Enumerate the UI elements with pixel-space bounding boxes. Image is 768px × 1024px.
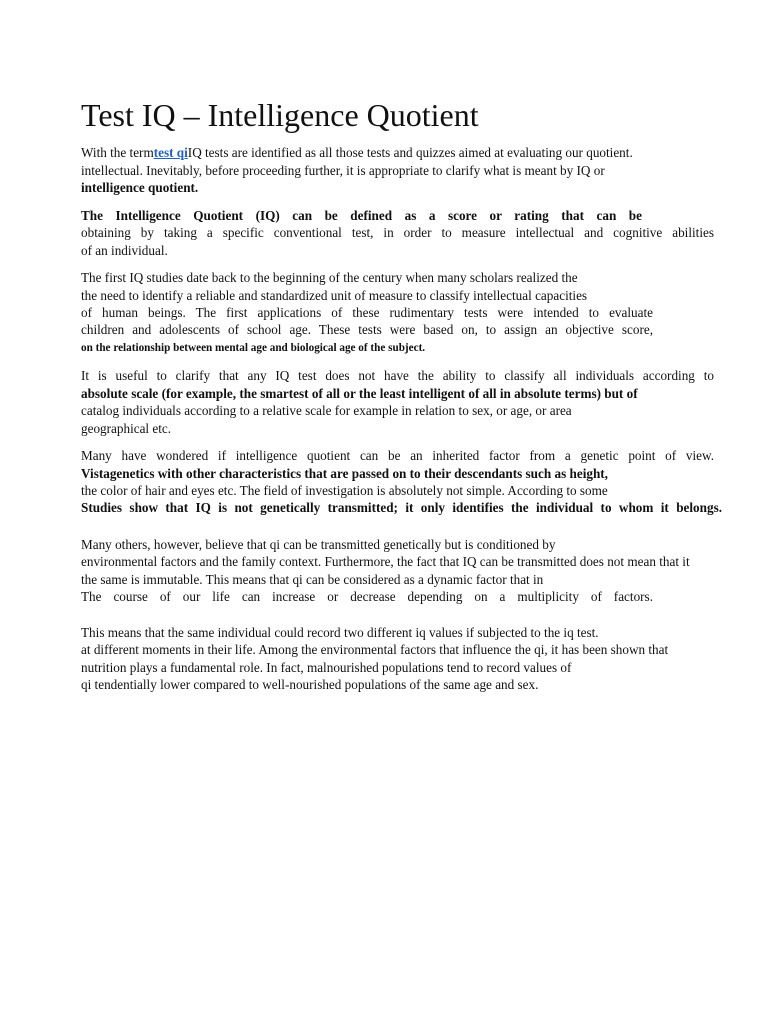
- p7-line-1: This means that the same individual could record two different iq values if subjected to the iq test.: [81, 625, 599, 640]
- p2-line-1: The Intelligence Quotient (IQ) can be defined as a score or rating that can be: [81, 208, 642, 223]
- p7-line-2: at different moments in their life. Among the environmental factors that influence the qi, it has been shown that: [81, 642, 669, 657]
- p3-line-3: of human beings. The first applications of these rudimentary tests were intended to evaluate: [81, 305, 653, 320]
- p2-line-2: obtaining by taking a specific conventional test, in order to measure intellectual and cognitive abilities: [81, 225, 714, 240]
- p3-line-5: on the relationship between mental age and biological age of the subject.: [81, 342, 426, 354]
- p5-line-3: the color of hair and eyes etc. The field of investigation is absolutely not simple. According to some: [81, 483, 608, 498]
- p4-line-4: geographical etc.: [81, 421, 172, 436]
- p7-line-4: qi tendentially lower compared to well-nourished populations of the same age and sex.: [81, 677, 539, 692]
- p5-line-2: Vistagenetics with other characteristics that are passed on to their descendants such as height,: [81, 466, 608, 481]
- p4-line-1: It is useful to clarify that any IQ test does not have the ability to classify all individuals according to: [81, 368, 714, 383]
- p6-line-3: the same is immutable. This means that qi can be considered as a dynamic factor that in: [81, 572, 544, 587]
- p3-line-1: The first IQ studies date back to the beginning of the century when many scholars realized the: [81, 270, 578, 285]
- p7-line-3: nutrition plays a fundamental role. In fact, malnourished populations tend to record values of: [81, 660, 572, 675]
- p5-line-1: Many have wondered if intelligence quotient can be an inherited factor from a genetic point of view.: [81, 448, 714, 463]
- p3-line-2: the need to identify a reliable and standardized unit of measure to classify intellectual capacities: [81, 288, 588, 303]
- p6-line-1: Many others, however, believe that qi can be transmitted genetically but is conditioned by: [81, 537, 556, 552]
- p6-line-2: environmental factors and the family context. Furthermore, the fact that IQ can be transmitted does not mean that it: [81, 554, 690, 569]
- p3-line-4: children and adolescents of school age. These tests were based on, to assign an objective score,: [81, 322, 653, 337]
- p1-line-1: [81, 144, 633, 162]
- p1-line-2: intellectual. Inevitably, before proceeding further, it is appropriate to clarify what is meant by IQ or: [81, 163, 605, 178]
- p4-line-2: absolute scale (for example, the smartest of all or the least intelligent of all in absolute terms) but of: [81, 386, 638, 401]
- p1-line-3: intelligence quotient.: [81, 180, 199, 195]
- page-title: Test IQ – Intelligence Quotient: [81, 97, 479, 133]
- p1-line-1-text-before: With the term: [81, 145, 154, 160]
- p2-line-3: of an individual.: [81, 243, 168, 258]
- test-qi-link[interactable]: test qi: [153, 145, 188, 160]
- p4-line-3: catalog individuals according to a relative scale for example in relation to sex, or age, or area: [81, 403, 572, 418]
- p5-line-4: Studies show that IQ is not genetically transmitted; it only identifies the individual to whom it belongs.: [81, 500, 722, 515]
- p1-line-1-text-after: IQ tests are identified as all those tests and quizzes aimed at evaluating our quotient.: [187, 145, 633, 160]
- p6-line-4: The course of our life can increase or decrease depending on a multiplicity of factors.: [81, 589, 653, 604]
